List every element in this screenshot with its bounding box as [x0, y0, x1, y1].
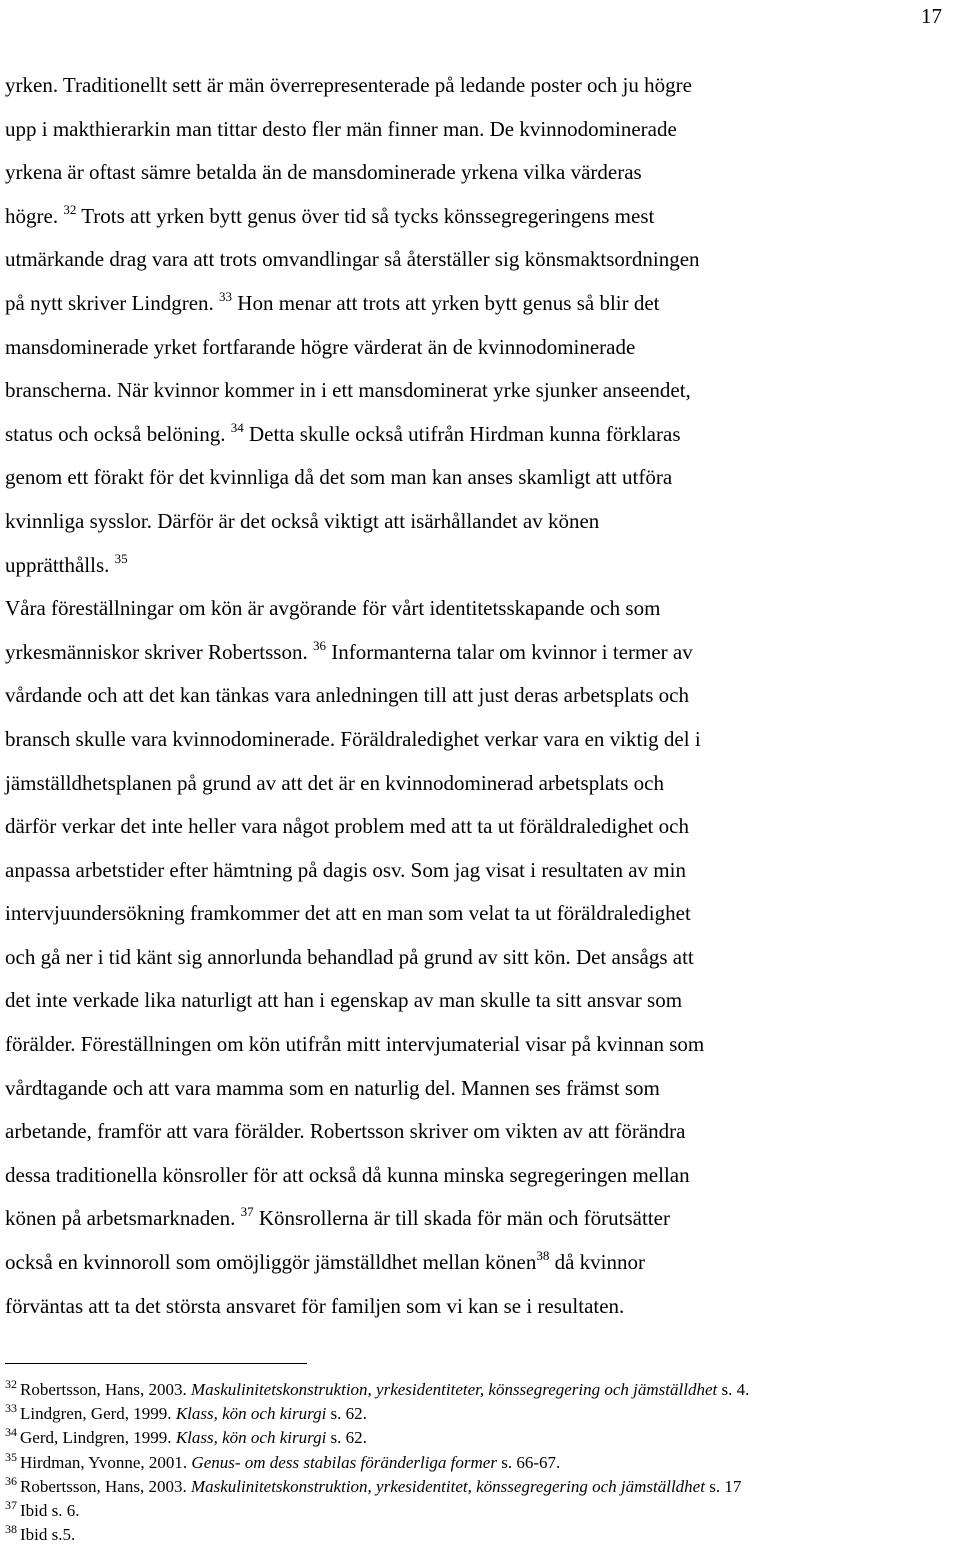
- body-text-run: på nytt skriver Lindgren.: [5, 290, 220, 315]
- body-text-run: status och också belöning.: [5, 421, 231, 446]
- body-text-run: därför verkar det inte heller vara något problem med att ta ut föräldraledighet och: [5, 814, 689, 839]
- body-text-run: anpassa arbetstider efter hämtning på dagis osv. Som jag visat i resultaten av min: [5, 857, 686, 882]
- footnote-reference: 36: [312, 637, 326, 653]
- body-text-run: vårdtagande och att vara mamma som en naturlig del. Mannen ses främst som: [5, 1075, 660, 1100]
- footnote-page-ref: s. 66-67.: [496, 1452, 561, 1472]
- body-text-run: intervjuundersökning framkommer det att en man som velat ta ut föräldraledighet: [5, 901, 691, 926]
- footnote-reference: 38: [536, 1248, 550, 1264]
- body-text-run: upp i makthierarkin man tittar desto fler män finner man. De kvinnodominerade: [5, 116, 677, 141]
- body-text-run: Våra föreställningar om kön är avgörande för vårt identitetsskapande och som: [5, 596, 661, 621]
- body-line: [5, 1197, 905, 1241]
- footnotes: [5, 1378, 955, 1547]
- body-line: [5, 456, 905, 500]
- body-line: [5, 413, 905, 457]
- footnote-citation: Hirdman, Yvonne, 2001.: [20, 1452, 192, 1472]
- body-text-run: yrkesmänniskor skriver Robertsson.: [5, 639, 313, 664]
- footnote-reference: 33: [219, 288, 233, 304]
- footnote-work-title: Genus- om dess stabilas föränderliga former: [191, 1452, 497, 1472]
- footnote-number: 33: [5, 1401, 17, 1416]
- body-line: [5, 1067, 905, 1111]
- footnote-work-title: Klass, kön och kirurgi: [175, 1404, 327, 1424]
- body-line: [5, 805, 905, 849]
- body-line: [5, 674, 905, 718]
- body-text-run: könen på arbetsmarknaden.: [5, 1206, 241, 1231]
- body-line: [5, 1285, 905, 1329]
- footnote-work-title: Maskulinitetskonstruktion, yrkesidentitet, könssegregering och jämställdhet: [190, 1476, 705, 1496]
- footnote-citation: Gerd, Lindgren, 1999.: [20, 1428, 176, 1448]
- footnote-reference: 37: [240, 1204, 254, 1220]
- body-text-run: då kvinnor: [549, 1250, 645, 1275]
- body-text-run: arbetande, framför att vara förälder. Robertsson skriver om vikten av att förändra: [5, 1119, 686, 1144]
- body-text-run: yrkena är oftast sämre betalda än de mansdominerade yrkena vilka värderas: [5, 160, 642, 185]
- body-line: [5, 631, 905, 675]
- body-text-run: och gå ner i tid känt sig annorlunda behandlad på grund av sitt kön. Det ansågs att: [5, 944, 694, 969]
- footnote-number: 35: [5, 1449, 17, 1464]
- footnote-citation: Ibid s. 6.: [20, 1501, 80, 1521]
- body-line: [5, 1241, 905, 1285]
- body-line: [5, 326, 905, 370]
- footnote-citation: Lindgren, Gerd, 1999.: [20, 1404, 176, 1424]
- footnote-citation: Robertsson, Hans, 2003.: [20, 1380, 191, 1399]
- footnote-number: 38: [5, 1522, 17, 1537]
- body-line: [5, 64, 905, 108]
- footnote-item: [5, 1475, 955, 1499]
- footnote-reference: 35: [114, 550, 128, 566]
- body-line: [5, 1110, 905, 1154]
- body-text-run: mansdominerade yrket fortfarande högre värderat än de kvinnodominerade: [5, 334, 636, 359]
- body-text-run: yrken. Traditionellt sett är män överrepresenterade på ledande poster och ju högre: [5, 73, 692, 97]
- body-line: [5, 718, 905, 762]
- footnote-item: [5, 1402, 955, 1426]
- body-line: [5, 500, 905, 544]
- footnote-number: 37: [5, 1498, 17, 1513]
- body-text-run: Hon menar att trots att yrken bytt genus så blir det: [232, 290, 660, 315]
- body-line: [5, 1023, 905, 1067]
- body-line: [5, 238, 905, 282]
- footnote-work-title: Klass, kön och kirurgi: [175, 1428, 327, 1448]
- footnote-item: [5, 1499, 955, 1523]
- footnote-number: 34: [5, 1425, 17, 1440]
- body-line: [5, 151, 905, 195]
- body-text-run: vårdande och att det kan tänkas vara anledningen till att just deras arbetsplats och: [5, 683, 690, 708]
- footnote-reference: 32: [63, 201, 77, 217]
- body-text-run: Informanterna talar om kvinnor i termer av: [325, 639, 693, 664]
- body-line: [5, 282, 905, 326]
- body-text-run: förälder. Föreställningen om kön utifrån mitt intervjumaterial visar på kvinnan som: [5, 1032, 705, 1057]
- body-text-run: upprätthålls.: [5, 552, 115, 577]
- body-line: [5, 979, 905, 1023]
- body-line: [5, 849, 905, 893]
- footnote-item: [5, 1426, 955, 1450]
- body-text-run: det inte verkade lika naturligt att han i egenskap av man skulle ta sitt ansvar som: [5, 988, 683, 1013]
- footnote-citation: Ibid s.5.: [20, 1525, 76, 1545]
- body-line: [5, 892, 905, 936]
- body-text-run: branscherna. När kvinnor kommer in i ett mansdominerat yrke sjunker anseendet,: [5, 378, 691, 403]
- footnote-page-ref: s. 4.: [717, 1380, 750, 1399]
- body-line: [5, 587, 905, 631]
- footnote-work-title: Maskulinitetskonstruktion, yrkesidentiteter, könssegregering och jämställdhet: [190, 1380, 718, 1399]
- body-line: [5, 195, 905, 239]
- body-text: [5, 64, 905, 1328]
- body-text-run: högre.: [5, 203, 64, 228]
- body-text-run: Könsrollerna är till skada för män och förutsätter: [253, 1206, 670, 1231]
- body-line: [5, 1154, 905, 1198]
- footnote-separator: [5, 1363, 307, 1364]
- body-line: [5, 108, 905, 152]
- footnote-page-ref: s. 17: [704, 1476, 742, 1496]
- body-line: [5, 762, 905, 806]
- footnote-reference: 34: [230, 419, 244, 435]
- footnote-item: [5, 1451, 955, 1475]
- footnote-item: [5, 1378, 955, 1402]
- body-text-run: kvinnliga sysslor. Därför är det också viktigt att isärhållandet av könen: [5, 508, 600, 533]
- body-line: [5, 936, 905, 980]
- footnote-citation: Robertsson, Hans, 2003.: [20, 1476, 191, 1496]
- body-text-run: Detta skulle också utifrån Hirdman kunna förklaras: [243, 421, 681, 446]
- body-text-run: utmärkande drag vara att trots omvandlingar så återställer sig könsmaktsordningen: [5, 247, 700, 272]
- body-line: [5, 544, 905, 588]
- body-text-run: genom ett förakt för det kvinnliga då det som man kan anses skamligt att utföra: [5, 465, 673, 490]
- body-text-run: dessa traditionella könsroller för att också då kunna minska segregeringen mellan: [5, 1162, 690, 1187]
- body-line: [5, 369, 905, 413]
- body-text-run: också en kvinnoroll som omöjliggör jämställdhet mellan könen: [5, 1250, 537, 1275]
- footnote-number: 32: [5, 1377, 17, 1391]
- body-text-run: jämställdhetsplanen på grund av att det är en kvinnodominerad arbetsplats och: [5, 770, 664, 795]
- body-text-run: Trots att yrken bytt genus över tid så tycks könssegregeringens mest: [76, 203, 655, 228]
- body-text-run: förväntas att ta det största ansvaret för familjen som vi kan se i resultaten.: [5, 1293, 625, 1318]
- page-number: 17: [921, 4, 942, 28]
- body-text-run: bransch skulle vara kvinnodominerade. Föräldraledighet verkar vara en viktig del i: [5, 726, 701, 751]
- footnote-page-ref: s. 62.: [326, 1428, 367, 1448]
- footnote-item: [5, 1523, 955, 1547]
- footnote-number: 36: [5, 1473, 17, 1488]
- footnote-page-ref: s. 62.: [326, 1404, 367, 1424]
